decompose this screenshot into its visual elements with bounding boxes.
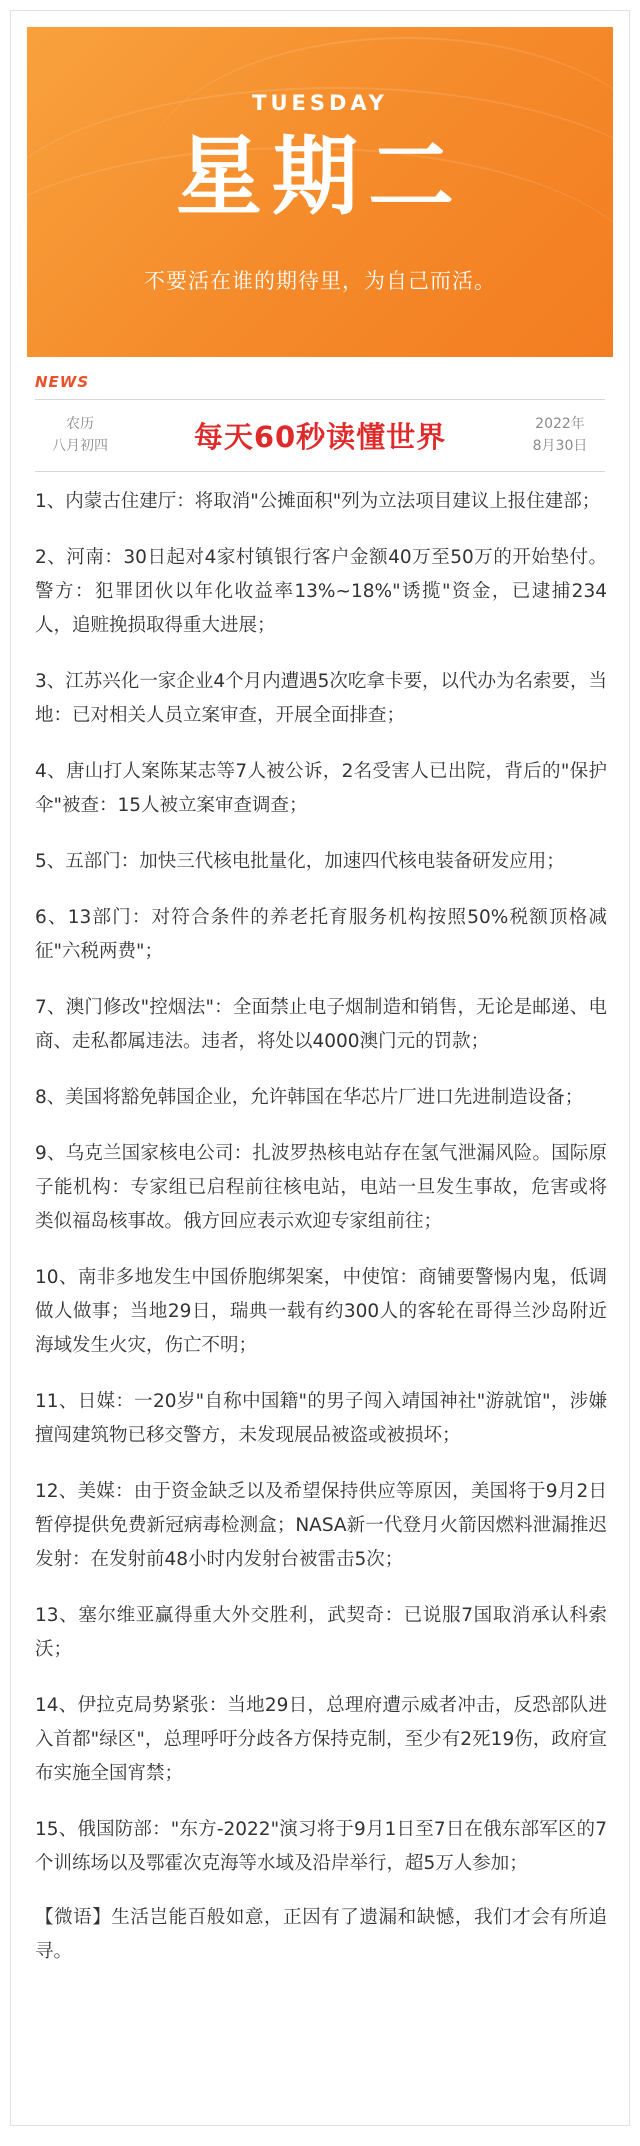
news-item-text: 美媒：由于资金缺乏以及希望保持供应等原因，美国将于9月2日暂停提供免费新冠病毒检测盒；NASA新一代登月火箭因燃料泄漏推迟发射：在发射前48小时内发射台被雷击5次；: [35, 1481, 608, 1570]
news-item: [35, 665, 607, 733]
news-item-number: 15、: [35, 1819, 78, 1840]
news-label: NEWS: [35, 373, 90, 391]
header-divider-top: [35, 399, 605, 400]
news-item-number: 6、: [35, 907, 68, 928]
closing-quote: [35, 1901, 607, 1969]
news-item-text: 河南：30日起对4家村镇银行客户金额40万至50万的开始垫付。警方：犯罪团伙以年化收益率13%~18%"诱揽"资金，已逮捕234人，追赃挽损取得重大进展；: [35, 547, 607, 636]
closing-tag: 【微语】: [35, 1907, 112, 1928]
page-frame: [10, 10, 630, 2126]
news-item-number: 13、: [35, 1605, 79, 1626]
news-item-text: 日媒：一20岁"自称中国籍"的男子闯入靖国神社"游就馆"，涉嫌擅闯建筑物已移交警方，未发现展品被盗或被损坏；: [35, 1391, 607, 1446]
news-item-text: 13部门：对符合条件的养老托育服务机构按照50%税额顶格减征"六税两费"；: [35, 907, 607, 962]
news-item-text: 乌克兰国家核电公司：扎波罗热核电站存在氢气泄漏风险。国际原子能机构：专家组已启程前往核电站，电站一旦发生事故，危害或将类似福岛核事故。俄方回应表示欢迎专家组前往；: [35, 1143, 607, 1232]
news-item: [35, 1475, 607, 1577]
news-item-number: 8、: [35, 1087, 66, 1108]
news-item: [35, 1137, 607, 1239]
news-item-number: 11、: [35, 1391, 78, 1412]
news-item: [35, 1599, 607, 1667]
news-item-number: 7、: [35, 997, 66, 1018]
news-item-number: 5、: [35, 851, 66, 872]
news-item: [35, 991, 607, 1059]
news-item-text: 五部门：加快三代核电批量化，加速四代核电装备研发应用；: [65, 851, 565, 872]
page-title: 每天60秒读懂世界: [193, 420, 447, 454]
news-item: [35, 845, 607, 879]
news-item: [35, 755, 607, 823]
lunar-label: 农历: [66, 416, 94, 432]
news-item-number: 14、: [35, 1695, 78, 1716]
news-list: [35, 485, 607, 1991]
news-item-text: 俄国防部："东方-2022"演习将于9月1日至7日在俄东部军区的7个训练场以及鄂霍次克海等水域及沿岸举行，超5万人参加；: [35, 1819, 608, 1874]
news-item-number: 1、: [35, 491, 66, 512]
news-item-text: 塞尔维亚赢得重大外交胜利，武契奇：已说服7国取消承认科索沃；: [35, 1605, 608, 1660]
news-item-number: 9、: [35, 1143, 66, 1164]
gregorian-date: [515, 413, 605, 457]
news-item: [35, 1081, 607, 1115]
weekday-banner: [27, 27, 613, 357]
news-item: [35, 1689, 607, 1791]
news-item: [35, 1261, 607, 1363]
closing-text: 生活岂能百般如意，正因有了遗漏和缺憾，我们才会有所追寻。: [35, 1907, 607, 1962]
news-item: [35, 901, 607, 969]
news-item: [35, 541, 607, 643]
weekday-english: TUESDAY: [252, 91, 388, 115]
weekday-chinese: 星期二: [176, 127, 464, 227]
news-item-text: 唐山打人案陈某志等7人被公诉，2名受害人已出院，背后的"保护伞"被查：15人被立案审查调查；: [35, 761, 607, 816]
news-item-text: 澳门修改"控烟法"：全面禁止电子烟制造和销售，无论是邮递、电商、走私都属违法。违者，将处以4000澳门元的罚款；: [35, 997, 607, 1052]
news-item-text: 南非多地发生中国侨胞绑架案，中使馆：商铺要警惕内鬼，低调做人做事；当地29日，瑞典一载有约300人的客轮在哥得兰沙岛附近海域发生火灾，伤亡不明；: [35, 1267, 607, 1356]
news-item: [35, 1813, 607, 1881]
banner-motto: 不要活在谁的期待里，为自己而活。: [144, 269, 496, 293]
news-item-number: 2、: [35, 547, 67, 568]
date-year: 2022年: [535, 416, 585, 432]
lunar-day: 八月初四: [52, 438, 108, 454]
news-item-text: 江苏兴化一家企业4个月内遭遇5次吃拿卡要，以代办为名索要，当地：已对相关人员立案审查，开展全面排查；: [35, 671, 608, 726]
header-divider-bottom: [35, 471, 605, 472]
date-month-day: 8月30日: [532, 438, 588, 454]
news-item-text: 美国将豁免韩国企业，允许韩国在华芯片厂进口先进制造设备；: [65, 1087, 584, 1108]
news-item: [35, 485, 607, 519]
news-item: [35, 1385, 607, 1453]
news-item-text: 伊拉克局势紧张：当地29日，总理府遭示威者冲击，反恐部队进入首都"绿区"，总理呼吁分歧各方保持克制，至少有2死19伤，政府宣布实施全国宵禁；: [35, 1695, 608, 1784]
news-item-number: 12、: [35, 1481, 78, 1502]
news-item-number: 3、: [35, 671, 66, 692]
news-item-text: 内蒙古住建厅：将取消"公摊面积"列为立法项目建议上报住建部；: [65, 491, 601, 512]
news-item-number: 10、: [35, 1267, 78, 1288]
news-item-number: 4、: [35, 761, 66, 782]
